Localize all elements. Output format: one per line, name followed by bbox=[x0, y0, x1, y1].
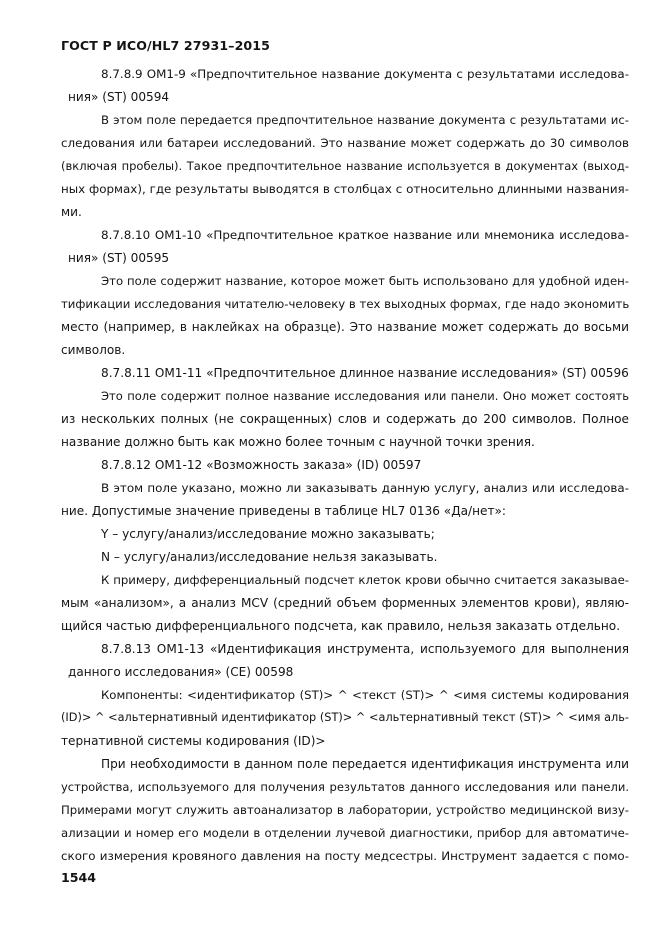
paragraph-line: тификации исследования читателю-человеку в тех выходных формах, где надо экономить bbox=[61, 297, 630, 311]
section-heading-8-7-8-9: 8.7.8.9 OM1-9 «Предпочтительное название документа с результатами исследова- bbox=[101, 67, 629, 81]
section-heading-continuation: данного исследования» (CE) 00598 bbox=[68, 665, 294, 679]
paragraph-line: устройства, используемого для получения результатов данного исследования или панели. bbox=[61, 780, 629, 794]
list-item-y: Y – услугу/анализ/исследование можно заказывать; bbox=[101, 527, 435, 541]
paragraph-line: При необходимости в данном поле передается идентификация инструмента или bbox=[101, 757, 629, 771]
section-heading-8-7-8-11: 8.7.8.11 OM1-11 «Предпочтительное длинное название исследования» (ST) 00596 bbox=[101, 366, 629, 380]
paragraph-line: мым «анализом», а анализ MCV (средний объем форменных элементов крови), являю- bbox=[61, 596, 629, 610]
paragraph-line: Примерами могут служить автоанализатор в лаборатории, устройство медицинской визу- bbox=[61, 803, 629, 817]
paragraph-line: (ID)> ^ <альтернативный идентификатор (ST)> ^ <альтернативный текст (ST)> ^ <имя аль- bbox=[61, 711, 629, 724]
section-heading-continuation: ния» (ST) 00595 bbox=[68, 251, 170, 265]
list-item-n: N – услугу/анализ/исследование нельзя заказывать. bbox=[101, 550, 438, 564]
section-heading-8-7-8-13: 8.7.8.13 OM1-13 «Идентификация инструмента, используемого для выполнения bbox=[101, 642, 629, 656]
paragraph-line: (включая пробелы). Такое предпочтительное название используется в документах (выход- bbox=[61, 159, 629, 173]
page-number: 1544 bbox=[61, 870, 97, 885]
paragraph-line: следования или батареи исследований. Это название может содержать до 30 символов bbox=[61, 136, 629, 150]
section-heading-8-7-8-10: 8.7.8.10 OM1-10 «Предпочтительное краткое название или мнемоника исследова- bbox=[101, 228, 629, 242]
paragraph-line: Это поле содержит название, которое может быть использовано для удобной иден- bbox=[101, 274, 629, 288]
paragraph-line: ми. bbox=[61, 205, 82, 219]
paragraph-line: К примеру, дифференциальный подсчет клеток крови обычно считается заказывае- bbox=[101, 573, 629, 587]
paragraph-line: место (например, в наклейках на образце). Это название может содержать до восьми bbox=[61, 320, 629, 334]
paragraph-line: тернативной системы кодирования (ID)> bbox=[61, 734, 326, 748]
paragraph-line: Компоненты: <идентификатор (ST)> ^ <текст (ST)> ^ <имя системы кодирования bbox=[101, 688, 629, 702]
section-heading-continuation: ния» (ST) 00594 bbox=[68, 90, 170, 104]
paragraph-line: ных формах), где результаты выводятся в столбцах с относительно длинными названия- bbox=[61, 182, 629, 196]
paragraph-line: В этом поле указано, можно ли заказывать данную услугу, анализ или исследова- bbox=[101, 481, 629, 495]
paragraph-line: Это поле содержит полное название исследования или панели. Оно может состоять bbox=[101, 389, 629, 403]
paragraph-line: название должно быть как можно более точным с научной точки зрения. bbox=[61, 435, 535, 449]
paragraph-line: ализации и номер его модели в отделении лучевой диагностики, прибор для автоматиче- bbox=[61, 826, 629, 840]
paragraph-line: из нескольких полных (не сокращенных) слов и содержать до 200 символов. Полное bbox=[61, 412, 629, 426]
paragraph-line: щийся частью дифференциального подсчета, как правило, нельзя заказать отдельно. bbox=[61, 619, 621, 633]
section-heading-8-7-8-12: 8.7.8.12 OM1-12 «Возможность заказа» (ID) 00597 bbox=[101, 458, 422, 472]
paragraph-line: В этом поле передается предпочтительное название документа с результатами ис- bbox=[101, 113, 629, 127]
paragraph-line: ние. Допустимые значение приведены в таблице HL7 0136 «Да/нет»: bbox=[61, 504, 507, 518]
paragraph-line: ского измерения кровяного давления на посту медсестры. Инструмент задается с помо- bbox=[61, 849, 629, 863]
document-header-title: ГОСТ Р ИСО/HL7 27931–2015 bbox=[61, 38, 271, 53]
paragraph-line: символов. bbox=[61, 343, 126, 357]
